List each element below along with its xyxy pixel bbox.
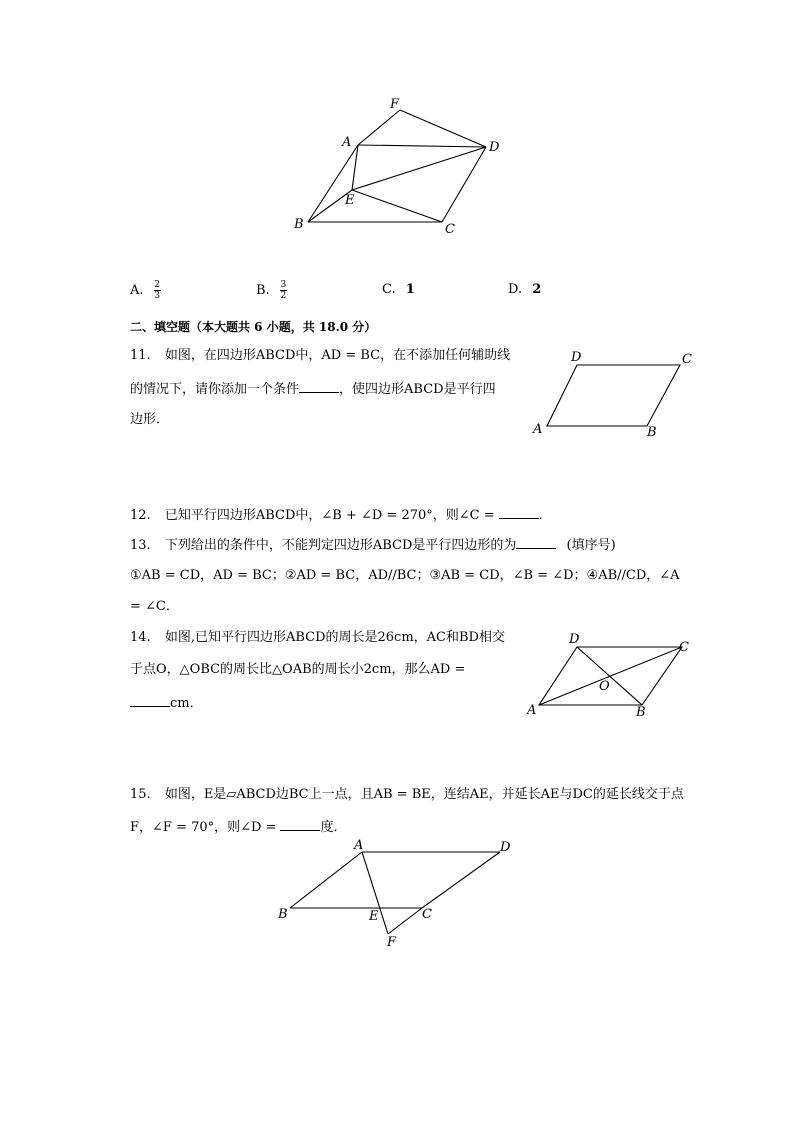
fig15-label-f: F [387, 935, 397, 950]
q11-answer-blank[interactable] [299, 378, 339, 393]
option-a-numerator: 2 [154, 280, 161, 290]
option-a-fraction [154, 280, 161, 301]
q10-figure [280, 90, 520, 240]
q14-line2: 于点O，△OBC的周长比△OAB的周长小2cm，那么AD = [130, 662, 466, 677]
fig14-label-c: C [679, 640, 689, 655]
q11-line3: 边形． [130, 412, 170, 427]
fig10-label-e: E [345, 193, 355, 208]
q14-text-line1: 如图,已知平行四边形ABCD的周长是26cm，AC和BD相交 [164, 630, 505, 645]
q13-line2: ①AB = CD，AD = BC；②AD = BC，AD//BC；③AB = CD，∠B = ∠D；④AB//CD，∠A [130, 568, 680, 583]
q12-text-a: 已知平行四边形ABCD中，∠B + ∠D = 270°，则∠C = [164, 508, 495, 523]
fig11-label-c: C [682, 352, 692, 367]
option-a-letter: A. [130, 283, 144, 298]
q14-answer-blank[interactable] [130, 692, 170, 707]
q13-answer-blank[interactable] [516, 534, 556, 549]
fig15-label-a: A [354, 838, 364, 853]
q12-number: 12. [130, 508, 151, 523]
q13-line3: = ∠C． [130, 599, 179, 614]
q12-text-b: ． [538, 508, 552, 523]
section-title: 二、填空题（本大题共 6 小题，共 18.0 分） [130, 320, 377, 334]
q11-number: 11. [130, 348, 151, 363]
fig15-label-c: C [422, 907, 432, 922]
option-d-value: 2 [532, 282, 542, 297]
fig10-label-d: D [489, 140, 500, 155]
fig15-label-d: D [500, 840, 511, 855]
fig11-label-d: D [571, 350, 582, 365]
fig14-label-o: O [599, 679, 610, 694]
fig14-label-d: D [569, 632, 580, 647]
q13-text-a: 下列给出的条件中，不能判定四边形ABCD是平行四边形的为 [164, 538, 517, 553]
q14-unit: cm． [170, 696, 203, 711]
q12 [130, 504, 552, 526]
fig14-label-b: B [636, 705, 646, 720]
fig15-label-e: E [369, 909, 379, 924]
q10-option-b [256, 280, 287, 301]
fig10-label-f: F [390, 97, 400, 112]
q14-figure [522, 630, 702, 720]
option-c-value: 1 [405, 282, 415, 297]
q14-number: 14. [130, 630, 151, 645]
option-c-letter: C. [382, 282, 396, 297]
q15-text-line2b: 度． [320, 820, 347, 835]
fig10-label-b: B [294, 217, 304, 232]
fig15-label-b: B [278, 907, 288, 922]
q10-option-c [382, 280, 415, 300]
q11-text-line2b: ，使四边形ABCD是平行四 [339, 382, 496, 397]
option-b-letter: B. [256, 283, 270, 298]
option-b-numerator: 3 [280, 280, 287, 290]
q15-text-line2a: F，∠F = 70°，则∠D = [130, 820, 277, 835]
q13-number: 13. [130, 538, 151, 553]
q14-line1 [130, 628, 505, 648]
fig10-label-a: A [342, 135, 352, 150]
q15-line1 [130, 785, 684, 805]
q11-text-line1: 如图，在四边形ABCD中，AD = BC，在不添加任何辅助线 [164, 348, 511, 363]
option-a-denominator: 3 [154, 291, 161, 301]
fig10-label-c: C [445, 222, 455, 237]
q15-figure [272, 836, 522, 951]
option-b-denominator: 2 [280, 291, 287, 301]
q15-line2 [130, 816, 347, 838]
q15-text-line1: 如图，E是▱ABCD边BC上一点，且AB = BE，连结AE，并延长AE与DC的延长线交于点 [164, 787, 684, 802]
q15-answer-blank[interactable] [280, 816, 320, 831]
q11-figure [525, 345, 705, 440]
option-d-letter: D. [508, 282, 523, 297]
q14-line3 [130, 692, 203, 714]
q15-number: 15. [130, 787, 151, 802]
fig11-label-a: A [533, 422, 543, 437]
fig14-label-a: A [527, 703, 537, 718]
q11-line2 [130, 378, 496, 400]
q11-line1 [130, 346, 510, 366]
q11-text-line2a: 的情况下，请你添加一个条件 [130, 382, 300, 397]
q13-line1 [130, 534, 616, 556]
q12-answer-blank[interactable] [499, 504, 539, 519]
option-b-fraction [280, 280, 287, 301]
q13-text-b: (填序号) [566, 538, 616, 553]
fig11-label-b: B [647, 425, 657, 440]
q10-option-a [130, 280, 161, 301]
q10-option-d [508, 280, 541, 300]
